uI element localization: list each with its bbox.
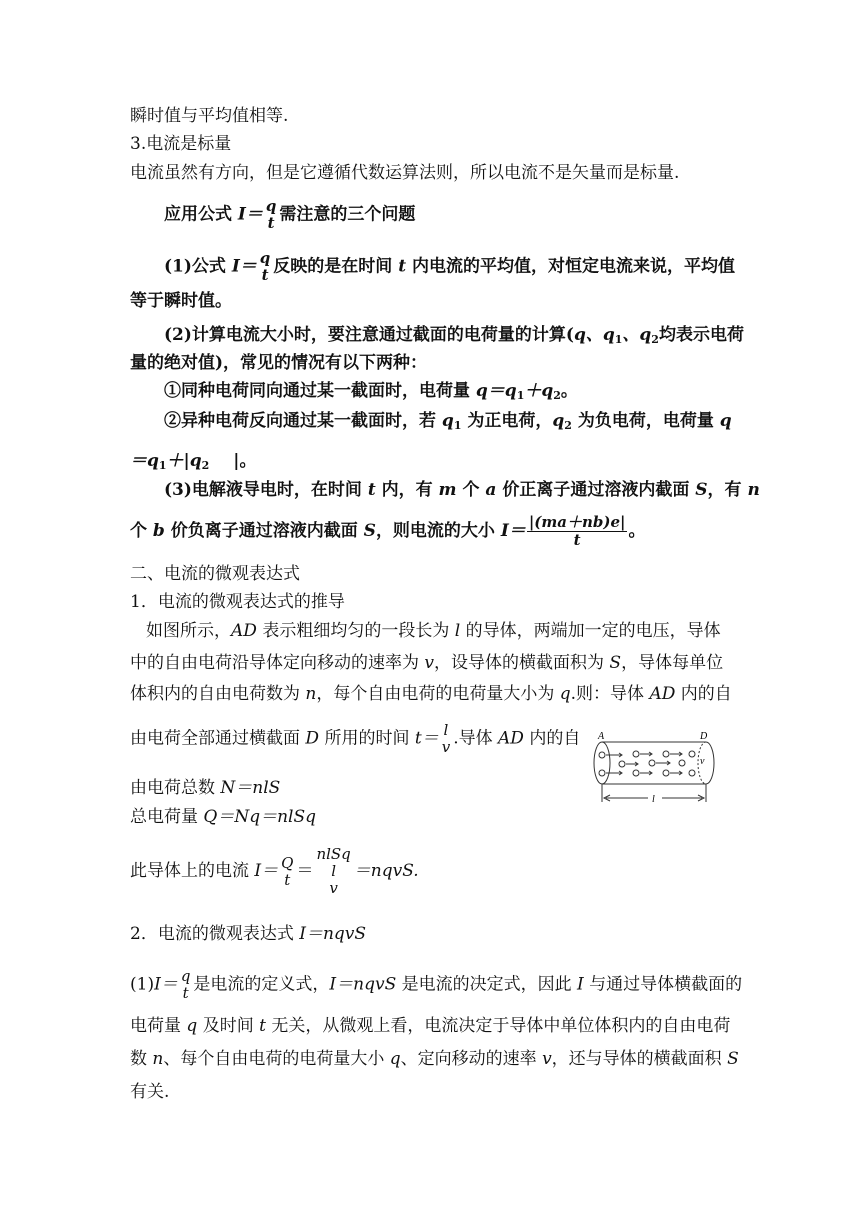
point-2-cont: 量的绝对值)，常见的情况有以下两种：	[130, 353, 428, 373]
label-v: v	[700, 756, 705, 767]
point-1: (1)公式 I＝ q t 反映的是在时间 t 内电流的平均值，对恒定电流来说，平均值	[164, 249, 735, 284]
point-3: (3)电解液导电时，在时间 t 内，有 m 个 a 价正离子通过溶液内截面 S，有 n	[164, 480, 760, 500]
current-formula-line: 此导体上的电流 I＝ Q t ＝ nlSq l v ＝nqvS.	[130, 845, 419, 897]
subheading-micro-expression: 2．电流的微观表达式 I＝nqvS	[130, 924, 367, 944]
section-heading-2: 二、电流的微观表达式	[130, 564, 300, 584]
text-line: 有关.	[130, 1082, 170, 1102]
point-2: (2)计算电流大小时，要注意通过截面的电荷量的计算(q、$q_1$、$q_2$均表示电荷	[164, 325, 744, 346]
fraction-q-over-t: q t	[265, 197, 277, 232]
subheading-derivation: 1．电流的微观表达式的推导	[130, 592, 345, 612]
velocity-arrows	[606, 752, 682, 775]
heading-three-issues: 应用公式 I＝ q t 需注意的三个问题	[164, 197, 416, 232]
text-line: 由电荷全部通过横截面 D 所用的时间 t＝ l v .导体 AD 内的自	[130, 721, 581, 756]
label-d: D	[700, 732, 708, 742]
point-1-cont: 等于瞬时值。	[130, 291, 232, 311]
text-line: 体积内的自由电荷数为 n，每个自由电荷的电荷量大小为 q.则：导体 AD 内的自	[130, 684, 732, 704]
case-1: ①同种电荷同向通过某一截面时，电荷量 $q=q_1+q_2$。	[164, 381, 578, 402]
text-line: 如图所示，AD 表示粗细均匀的一段长为 l 的导体，两端加一定的电压，导体	[146, 621, 721, 641]
label-l: l	[652, 794, 655, 805]
text-line: 电荷量 q 及时间 t 无关，从微观上看，电流决定于导体中单位体积内的自由电荷	[130, 1016, 731, 1036]
subheading-scalar: 3.电流是标量	[130, 134, 232, 154]
text-line: 电流虽然有方向，但是它遵循代数运算法则，所以电流不是矢量而是标量.	[130, 163, 680, 183]
text-line: 总电荷量 Q＝Nq＝nlSq	[130, 807, 317, 827]
case-2: ②异种电荷反向通过某一截面时，若 $q_1$ 为正电荷，$q_2$ 为负电荷，电荷量 q	[164, 411, 732, 432]
text-line: 中的自由电荷沿导体定向移动的速率为 v，设导体的横截面积为 S，导体每单位	[130, 653, 724, 673]
text-line: (1)I＝ q t 是电流的定义式，I＝nqvS 是电流的决定式，因此 I 与通过导体横截面的	[130, 967, 743, 1002]
text-line: 瞬时值与平均值相等.	[130, 106, 289, 126]
label-a: A	[598, 732, 605, 742]
text-line: 由电荷总数 N＝nlS	[130, 778, 281, 798]
conductor-diagram	[588, 732, 728, 808]
text-line: 数 n、每个自由电荷的电荷量大小 q、定向移动的速率 v，还与导体的横截面积 S	[130, 1049, 739, 1069]
point-3-cont: 个 b 价负离子通过溶液内截面 S，则电流的大小 I＝ $\frac{|(ma+nb)e|}{t}$ 。	[130, 513, 646, 549]
case-2-cont: $=q_1+|q_2$ |。	[130, 451, 257, 472]
fraction-ion-current: $\frac{|(ma+nb)e|}{t}$	[528, 513, 626, 549]
